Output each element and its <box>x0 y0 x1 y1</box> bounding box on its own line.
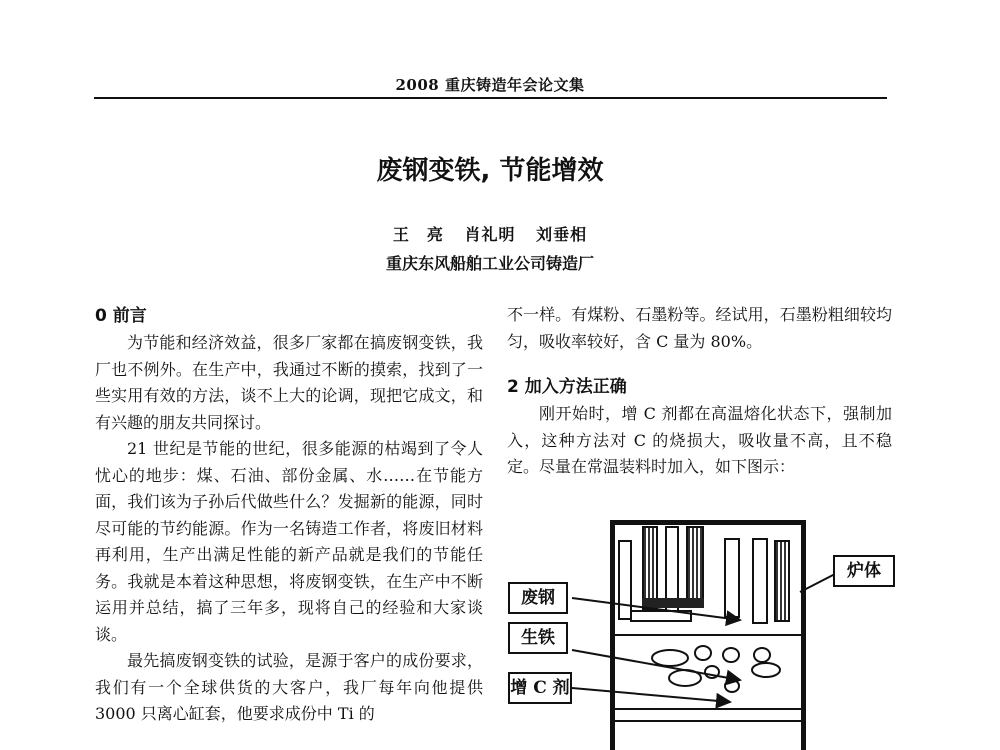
header-rule <box>94 97 887 99</box>
running-header: 2008 重庆铸造年会论文集 <box>395 76 585 94</box>
pig-iron-lump <box>723 648 739 662</box>
paragraph: 最先搞废钢变铁的试验，是源于客户的成份要求，我们有一个全球供货的大客户，我厂每年向他提供 3000 只离心缸套，他要求成份中 Ti 的 <box>95 651 483 723</box>
author-list <box>0 222 980 245</box>
right-column <box>507 302 892 481</box>
label-furnace: 炉体 <box>833 555 895 587</box>
pig-iron-lump <box>754 648 770 662</box>
author-3: 刘垂相 <box>536 225 588 244</box>
left-column <box>95 302 483 728</box>
paragraph: 为节能和经济效益，很多厂家都在搞废钢变铁，我厂也不例外。在生产中，我通过不断的摸索，找到了一些实用有效的方法，谈不上大的论调，现把它成文，和有兴趣的朋友共同探讨。 <box>95 333 483 432</box>
section-heading-intro: 0 前言 <box>95 306 147 326</box>
label-pig-iron: 生铁 <box>508 622 568 654</box>
pig-iron-lump <box>695 646 711 660</box>
section-heading-method: 2 加入方法正确 <box>507 377 627 397</box>
furnace-diagram <box>500 512 900 732</box>
paragraph: 刚开始时，增 C 剂都在高温熔化状态下，强制加入，这种方法对 C 的烧损大，吸收量不高，且不稳定。尽量在常温装料时加入，如下图示： <box>507 404 892 476</box>
paragraph-continuation: 不一样。有煤粉、石墨粉等。经试用，石墨粉粗细较均匀，吸收率较好，含 C 量为 80%。 <box>507 305 892 351</box>
arrow-furnace <box>800 574 835 592</box>
affiliation: 重庆东风船舶工业公司铸造厂 <box>385 254 594 273</box>
label-carburizer: 增 C 剂 <box>508 672 572 704</box>
author-2: 肖礼明 <box>464 225 516 244</box>
paper-title: 废钢变铁, 节能增效 <box>376 156 604 186</box>
label-scrap-steel: 废钢 <box>508 582 568 614</box>
arrow-scrap <box>572 598 740 620</box>
arrow-carburizer <box>572 688 730 702</box>
pig-iron-lump <box>652 650 688 666</box>
pig-iron-lump <box>725 680 739 692</box>
pig-iron-lump <box>752 663 780 677</box>
author-1: 王 亮 <box>392 225 444 244</box>
paragraph: 21 世纪是节能的世纪，很多能源的枯竭到了令人忧心的地步：煤、石油、部份金属、水……在节能方面，我们该为子孙后代做些什么？发掘新的能源，同时尽可能的节约能源。作为一名铸造工作者，将废旧材料再利用，生产出满足性能的新产品就是我们的节能任务。我就是本着这种思想，将废钢变铁，在生产中不断运用并总结，搞了三年多，现将自己的经验和大家谈谈。 <box>95 439 483 644</box>
